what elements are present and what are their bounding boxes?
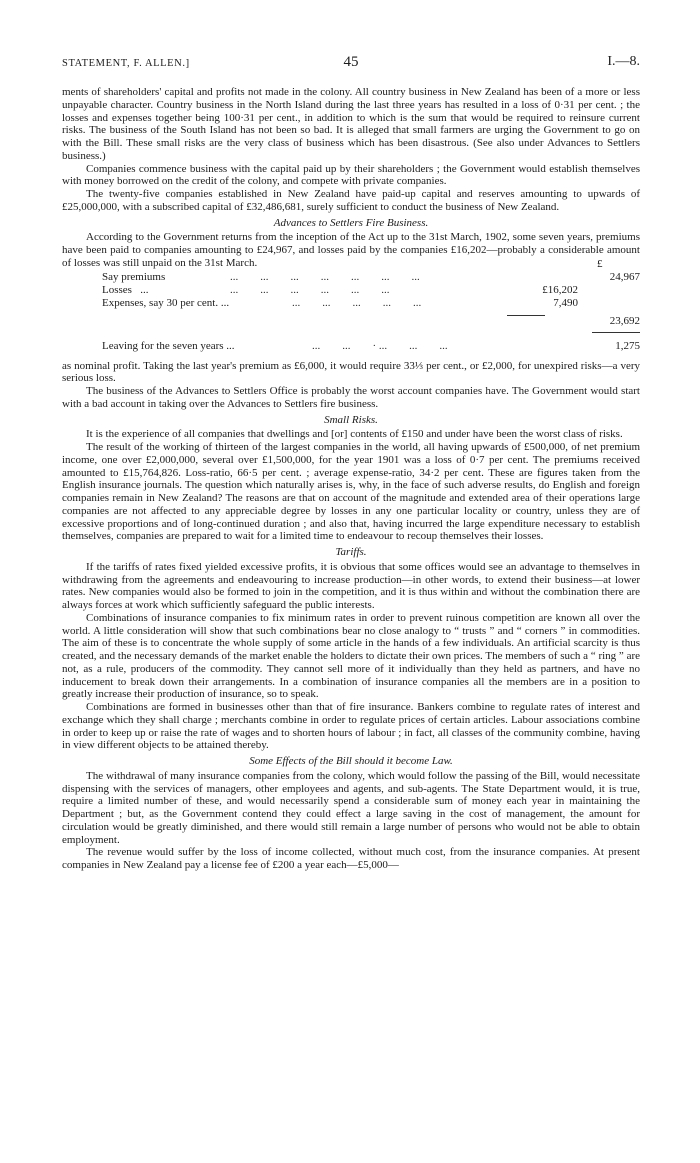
document-body (62, 86, 640, 872)
intro-paragraph-3: The twenty-five companies established in New Zealand have paid-up capital and reserves amounting to upwards of £25,000,000, with a subscribed capital of £32,486,681, surely sufficient to conduct the business of New Zealand. (62, 188, 640, 213)
ledger-rule-2 (592, 332, 640, 333)
page-header (62, 54, 640, 74)
section-heading-effects: Some Effects of the Bill should it become Law. (249, 755, 453, 767)
ledger-leaving-value: 1,275 (615, 339, 640, 352)
ledger-row-premiums-value: 24,967 (609, 270, 640, 283)
page-number: 45 (343, 54, 359, 70)
intro-paragraph-2: Companies commence business with the capital paid up by their shareholders ; the Government would establish themselves with money borrowed on the credit of the colony, and compete with private companies. (62, 162, 640, 188)
intro-paragraph-1: ments of shareholders' capital and profits not made in the colony. All country business in New Zealand has been of a more or less unpayable character. Country business in the North Island during the last three years has resulted in a loss of 0·31 per cent. ; the losses and expenses together being 100·31 per cent., in addition to which is the sum that would be required to reinsure current risks. The business of the South Island has not been so bad. It is alleged that small farmers are urging the Government to go on with the Bill. These small risks are the very class of business which has been disastrous. (See also under Advances to Settlers business.) (62, 86, 640, 162)
ledger-row-losses-label: Losses ... (102, 283, 149, 296)
advances-paragraph-3: The business of the Advances to Settlers Office is probably the worst account companies have. The Government would start with a bad account in taking over the Advances to Settlers fire business. (62, 385, 640, 410)
ledger-leaving-dots: ... ... · ... ... ... (312, 339, 448, 352)
ledger-row-premiums-label: Say premiums (102, 270, 166, 283)
ledger-rule-1 (507, 315, 545, 316)
ledger-row-expenses-value: 7,490 (553, 296, 578, 309)
ledger-row-losses-dots: ... ... ... ... ... ... (230, 283, 390, 296)
section-heading-tariffs: Tariffs. (335, 546, 367, 558)
section-heading-small-risks: Small Risks. (324, 413, 378, 426)
advances-paragraph-2: as nominal profit. Taking the last year's premium as £6,000, it would require 33⅓ per cent., or £2,000, for unexpired risks—a very serious loss. (62, 359, 640, 385)
section-heading-advances: Advances to Settlers Fire Business. (273, 216, 429, 229)
ledger-currency-symbol: £ (597, 257, 603, 270)
ledger-row-expenses-label: Expenses, say 30 per cent. ... (102, 296, 230, 309)
premium-ledger (62, 257, 640, 360)
ledger-leaving-label: Leaving for the seven years ... (102, 339, 235, 352)
ledger-subtotal: 23,692 (609, 314, 640, 327)
effects-paragraph-1: The withdrawal of many insurance companies from the colony, which would follow the passing of the Bill, would necessitate dispensing with the services of managers, other employees and agents, and sub-agents. The State Department would, it is true, require a limited number of these, and would necessarily spend a considerable sum of money each year in maintaining the Department ; but, as the Government contend they could effect a large saving in the cost of management, the amount for circulation would be greatly diminished, and there would still remain a large number of persons who would not be able to obtain employment. (62, 769, 640, 846)
ledger-row-premiums-dots: ... ... ... ... ... ... ... (230, 270, 420, 283)
running-head-left: STATEMENT, F. ALLEN.] (62, 58, 190, 69)
document-reference: I.—8. (607, 54, 640, 69)
tariffs-paragraph-3: Combinations are formed in businesses other than that of fire insurance. Bankers combine to regulate rates of interest and exchange which they shall charge ; merchants combine in order to regulate prices of certain articles. Labour associations combine in order to keep up or raise the rate of wages and to shorten hours of labour ; in fact, all classes of the community combine, having in view different objects to be attained thereby. (62, 701, 640, 752)
small-risks-paragraph-2: The result of the working of thirteen of the largest companies in the world, all having upwards of £500,000, of net premium income, one over £2,000,000, several over £1,500,000, for the year 1901 was a loss of 0·7 per cent. The premiums received amounted to £15,764,826. Loss-ratio, 66·5 per cent. ; average expense-ratio, 34·2 per cent. These are figures taken from the English insurance journals. The question which naturally arises is, why, in the face of such adverse results, do English and foreign companies remain in New Zealand? The reasons are that on account of the magnitude and extended area of their operations large companies are not affected to any appreciable degree by losses in any one particular locality or country, unless they are of excessive proportions and of long-continued duration ; and also that, having incurred the large expenditure necessary to establish themselves, companies are prepared to wait for a limited time to endeavour to recoup themselves their losses. (62, 441, 640, 543)
ledger-row-expenses-dots: ... ... ... ... ... (292, 296, 422, 309)
ledger-row-losses-value: £16,202 (542, 283, 578, 296)
effects-paragraph-2: The revenue would suffer by the loss of income collected, without much cost, from the insurance companies. At present companies in New Zealand pay a license fee of £200 a year each—£5,000— (62, 846, 640, 871)
tariffs-paragraph-1: If the tariffs of rates fixed yielded excessive profits, it is obvious that some offices would see an advantage to themselves in withdrawing from the agreements and endeavouring to increase production—in other words, to extend their business—at lower rates. New companies would also be formed to join in the competition, and it is thus within and without the combination there are always forces at work which sufficiently safeguard the public interests. (62, 560, 640, 611)
small-risks-paragraph-1: It is the experience of all companies that dwellings and [or] contents of £150 and under have been the worst class of risks. (86, 428, 623, 441)
tariffs-paragraph-2: Combinations of insurance companies to fix minimum rates in order to prevent ruinous competition are known all over the world. A little consideration will show that such combinations bear no close analogy to “ trusts ” and “ corners ” in commodities. The aim of these is to concentrate the whole supply of some article in the hands of a few individuals. An artificial scarcity is thus created, and the necessary demands of the market enable the holders to dictate their own prices. The members of such a “ ring ” are not, as a rule, producers of the commodity. They cannot sell more of it individually than they held as partners, and have no inducement to break down their arrangements. In a combination of insurance companies all the members are in a position to greatly increase their production of insurance, so to speak. (62, 611, 640, 701)
advances-paragraph-1: According to the Government returns from the inception of the Act up to the 31st March, 1902, some seven years, premiums have been paid to companies amounting to £24,967, and losses paid by the companies £16,202—probably a considerable amount of losses was still unpaid on the 31st March. (62, 231, 640, 269)
